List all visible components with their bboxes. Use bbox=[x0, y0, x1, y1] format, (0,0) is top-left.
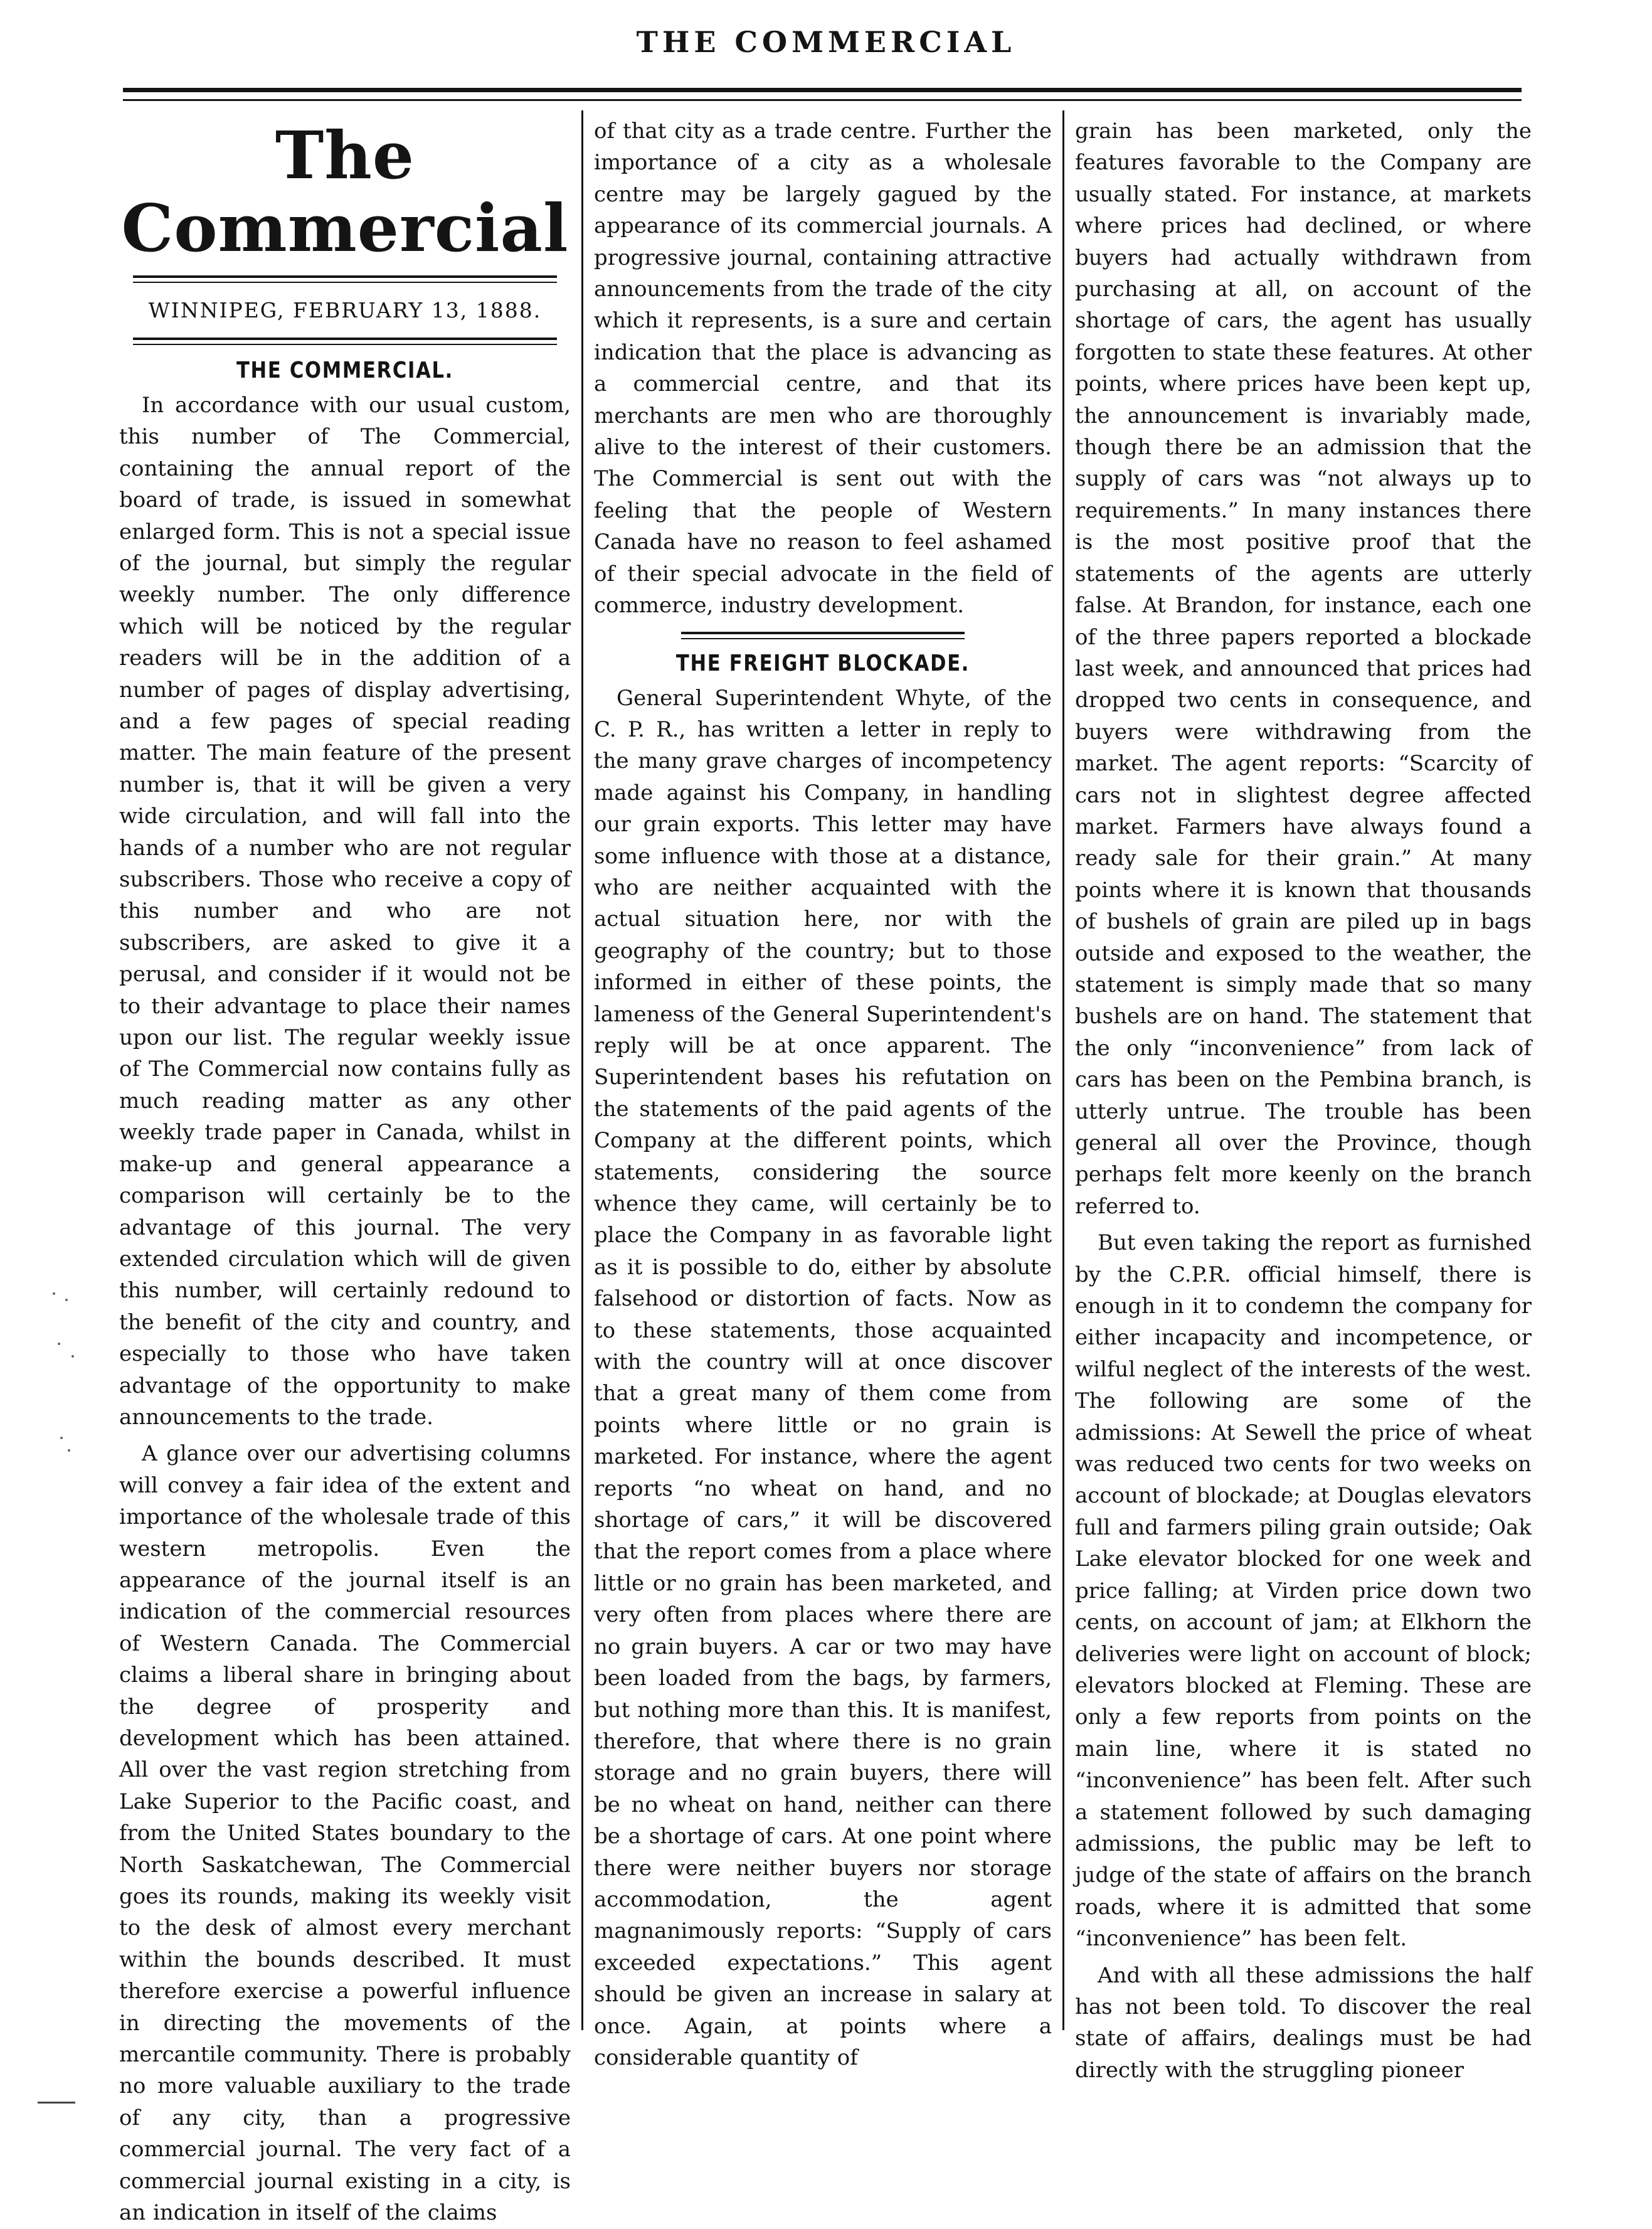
page-edge-mark bbox=[38, 2102, 75, 2104]
article-headline: THE COMMERCIAL. bbox=[236, 357, 454, 383]
margin-specks bbox=[46, 1286, 84, 1474]
article-paragraph: But even taking the report as furnished by the C.P.R. official himself, there is enough in it to condemn the company for either incapacity and incompetence, or wilful neglect of the interests of the west. The following are some of the admissions: At Sewell the price of wheat was reduced two cents for two weeks on account of blockade; at Douglas elevators full and farmers piling grain outside; Oak Lake elevator blocked for one week and price falling; at Virden price down two cents, on account of jam; at Elkhorn the deliveries were light on account of block; elevators blocked at Fleming. These are only a few reports from points on the main line, where it is stated no “inconvenience” has been felt. After such a statement followed by such damaging admissions, the public may be left to judge of the state of affairs on the branch roads, where it is admitted that some “inconvenience” has been felt. bbox=[1075, 1230, 1532, 1952]
header-rule-thick bbox=[123, 88, 1522, 92]
dateline: WINNIPEG, FEBRUARY 13, 1888. bbox=[148, 297, 542, 322]
column-3 bbox=[1075, 115, 1532, 2083]
column-2 bbox=[594, 115, 1052, 2070]
article-paragraph: And with all these admissions the half has not been told. To discover the real state of affairs, dealings must be had directly with the struggling pioneer bbox=[1075, 1962, 1532, 2083]
header-rule-thin bbox=[123, 99, 1522, 101]
masthead-title: The Commercial bbox=[121, 117, 569, 267]
masthead-rule bbox=[133, 275, 558, 283]
column-divider bbox=[581, 110, 583, 2030]
article-paragraph: In accordance with our usual custom, this number of The Commercial, containing the annual report of the board of trade, is issued in somewhat enlarged form. This is not a special issue of the journal, but simply the regular weekly number. The only difference which will be noticed by the regular readers will be in the addition of a number of pages of display advertising, and a few pages of special reading matter. The main feature of the present number is, that it will be given a very wide circulation, and will fall into the hands of a number who are not regular subscribers. Those who receive a copy of this number and who are not subscribers, are asked to give it a perusal, and consider if it would not be to their advantage to place their names upon our list. The regular weekly issue of The Commercial now contains fully as much reading matter as any other weekly trade paper in Canada, whilst in make-up and general appearance a comparison will certainly be to the advantage of this journal. The very extended circulation which will de given this number, will certainly redound to the benefit of the city and country, and especially to those who have taken advantage of the opportunity to make announcements to the trade. bbox=[119, 392, 571, 1430]
dateline-rule bbox=[133, 338, 558, 345]
article-paragraph: of that city as a trade centre. Further the importance of a city as a wholesale centre may be largely gagued by the appearance of its commercial journals. A progressive journal, containing attractive announcements from the trade of the city which it represents, is a sure and certain indication that the place is advancing as a commercial centre, and that its merchants are men who are thoroughly alive to the interest of their customers. The Commercial is sent out with the feeling that the people of Western Canada have no reason to feel ashamed of their special advocate in the field of commerce, industry development. bbox=[594, 119, 1052, 619]
article-headline: THE FREIGHT BLOCKADE. bbox=[675, 650, 970, 676]
column-1 bbox=[119, 115, 571, 2226]
column-divider bbox=[1062, 110, 1064, 2030]
article-paragraph: A glance over our advertising columns will convey a fair idea of the extent and importance of the wholesale trade of this western metropolis. Even the appearance of the journal itself is an indication of the commercial resources of Western Canada. The Commercial claims a liberal share in bringing about the degree of prosperity and development which has been attained. All over the vast region stretching from Lake Superior to the Pacific coast, and from the United States boundary to the North Saskatchewan, The Commercial goes its rounds, making its weekly visit to the desk of almost every merchant within the bounds described. It must therefore exercise a powerful influence in directing the movements of the mercantile community. There is probably no more valuable auxiliary to the trade of any city, than a progressive commercial journal. The very fact of a commercial journal existing in a city, is an indication in itself of the claims bbox=[119, 1441, 571, 2226]
running-head: THE COMMERCIAL bbox=[636, 25, 1016, 59]
article-separator-rule bbox=[681, 632, 965, 639]
article-paragraph: grain has been marketed, only the features favorable to the Company are usually stated. For instance, at markets where prices had declined, or where buyers had actually withdrawn from purchasing at all, on account of the shortage of cars, the agent has usually forgotten to state these features. At other points, where prices have been kept up, the announcement is invariably made, though there be an admission that the supply of cars was “not always up to requirements.” In many instances there is the most positive proof that the statements of the agents are utterly false. At Brandon, for instance, each one of the three papers reported a blockade last week, and announced that prices had dropped two cents in consequence, and buyers were withdrawing from the market. The agent reports: “Scarcity of cars not in slightest degree affected market. Farmers have always found a ready sale for their grain.” At many points where it is known that thousands of bushels of grain are piled up in bags outside and exposed to the weather, the statement is simply made that so many bushels are on hand. The statement that the only “inconvenience” from lack of cars has been on the Pembina branch, is utterly untrue. The trouble has been general all over the Province, though perhaps felt more keenly on the branch referred to. bbox=[1075, 119, 1532, 1219]
article-paragraph: General Superintendent Whyte, of the C. P. R., has written a letter in reply to the many grave charges of incompetency made against his Company, in handling our grain exports. This letter may have some influence with those at a distance, who are neither acquainted with the actual situation here, nor with the geography of the country; but to those informed in either of these points, the lameness of the General Superintendent's reply will be at once apparent. The Superintendent bases his refutation on the statements of the paid agents of the Company at the different points, which statements, considering the source whence they came, will certainly be to place the Company in as favorable light as it is possible to do, either by absolute falsehood or distortion of facts. Now as to these statements, those acquainted with the country will at once discover that a great many of them come from points where little or no grain is marketed. For instance, where the agent reports “no wheat on hand, and no shortage of cars,” it will be discovered that the report comes from a place where little or no grain has been marketed, and very often from places where there are no grain buyers. A car or two may have been loaded from the bags, by farmers, but nothing more than this. It is manifest, therefore, that where there is no grain storage and no grain buyers, there will be no wheat on hand, neither can there be a shortage of cars. At one point where there were neither buyers nor storage accommodation, the agent magnanimously reports: “Supply of cars exceeded expectations.” This agent should be given an increase in salary at once. Again, at points where a considerable quantity of bbox=[594, 685, 1052, 2070]
